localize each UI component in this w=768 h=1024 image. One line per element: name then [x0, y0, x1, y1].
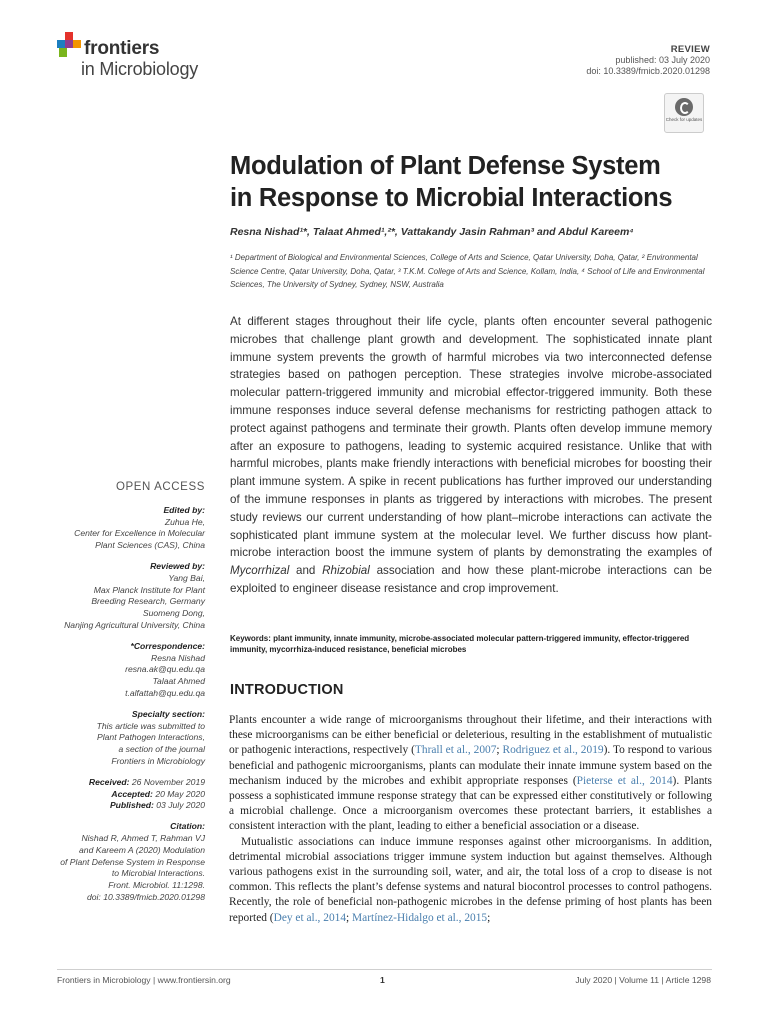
keywords: Keywords: plant immunity, innate immunity, microbe-associated molecular pattern-triggered immunity, effector-triggered immunity, mycorrhiza-induced resistance, beneficial microbes	[230, 634, 690, 654]
citation-link[interactable]: Thrall et al., 2007	[414, 744, 497, 757]
title-line-1: Modulation of Plant Defense System	[230, 152, 661, 180]
citation-link[interactable]: Rodriguez et al., 2019	[502, 744, 604, 757]
open-access-label: OPEN ACCESS	[115, 481, 205, 493]
article-doi[interactable]: doi: 10.3389/fmicb.2020.01298	[586, 66, 710, 76]
introduction-body	[229, 713, 712, 926]
page-number: 1	[380, 975, 385, 985]
abstract: At different stages throughout their life cycle, plants often encounter several pathogenic microbes that challenge plant growth and development. The sophisticated innate plant immune system prevents the growth of harmful microbes via two interconnected defense strategies based on pathogen perception. These strategies involve microbe-associated molecular pattern-triggered immunity and microbial effector-triggered immunity. Both these immune responses induce several defense mechanisms for restricting pathogen attack to protect against pathogens and terminate their growth. Plants often develop immune memory after an exposure to pathogens, leading to systemic acquired resistance. Unlike that with harmful microbes, plants make friendly interactions with beneficial microbes for boosting their plant immune system. A spike in recent publications has further improved our understanding of the immune responses in plants as triggered by interactions with microbes. The present study reviews our current understanding of how plant–microbe interactions can activate the sophisticated plant immune system at the molecular level. We further discuss how plant-microbe interaction boost the immune system of plants by demonstrating the examples of Mycorrhizal and Rhizobial association and how these plant-microbe interactions can be exploited to engineer disease resistance and crop improvement.	[230, 315, 713, 595]
affiliations: ¹ Department of Biological and Environmental Sciences, College of Arts and Science, Qatar University, Doha, Qatar, ² Environmental Science Centre, Qatar University, Doha, Qatar, ³ T.K.M. College of Arts and Science, Kollam, India, ⁴ School of Life and Environmental Sciences, The University of Sydney, Sydney, NSW, Australia	[230, 253, 705, 289]
section-heading-introduction: INTRODUCTION	[230, 682, 344, 698]
dates: Received: 26 November 2019 Accepted: 20 May 2020 Published: 03 July 2020	[88, 776, 205, 811]
article-info-sidebar	[20, 482, 205, 913]
footer-journal-link[interactable]: Frontiers in Microbiology | www.frontiersin.org	[57, 975, 231, 985]
email-link[interactable]: t.alfattah@qu.edu.qa	[125, 687, 205, 698]
citation-link[interactable]: Martínez-Hidalgo et al., 2015	[352, 911, 488, 924]
article-meta	[586, 44, 710, 77]
citation-link[interactable]: Dey et al., 2014	[273, 911, 347, 924]
specialty-section: Specialty section: This article was submitted to Plant Pathogen Interactions, a section of the journal Frontiers in Microbiology	[96, 708, 205, 766]
journal-logo	[57, 32, 227, 84]
published-date: published: 03 July 2020	[615, 55, 710, 65]
frontiers-logo-icon	[57, 32, 81, 62]
author-list: Resna Nishad¹*, Talaat Ahmed¹,²*, Vattakandy Jasin Rahman³ and Abdul Kareem⁴	[230, 226, 634, 238]
check-updates-icon	[675, 98, 693, 116]
logo-brand: frontiers	[84, 38, 160, 59]
logo-journal-name: in Microbiology	[81, 59, 199, 79]
reviewed-by: Reviewed by: Yang Bai, Max Planck Institute for Plant Breeding Research, Germany Suomeng Dong, Nanjing Agricultural University, China	[64, 560, 205, 630]
correspondence: *Correspondence: Resna Nishad resna.ak@qu.edu.qa Talaat Ahmed t.alfattah@qu.edu.qa	[20, 641, 205, 700]
check-updates-button[interactable]	[664, 93, 704, 133]
paragraph-1: Plants encounter a wide range of microorganisms throughout their lifetime, and their interactions with these microorganisms can be either beneficial or deleterious, resulting in the establishment of mutualistic or pathogenic interactions, respectively (Thrall et al., 2007; Rodriguez et al., 2019). To respond to various beneficial and pathogenic microorganisms, plants can modulate their innate immune system based on the mechanism induced by the microbes and exhibit appropriate responses (Pieterse et al., 2014). Plants possess a sophisticated immune response strategy that can be expressed either constitutively or following a microbial challenge. Once a microorganism overcomes these protectant barriers, it establishes a consistent interaction with the plant, leading to either a beneficial association or a disease.	[229, 714, 712, 833]
email-link[interactable]: resna.ak@qu.edu.qa	[125, 664, 205, 675]
check-updates-label: Check for updates	[665, 117, 703, 122]
article-title	[230, 150, 710, 214]
citation: Citation: Nishad R, Ahmed T, Rahman VJ and Kareem A (2020) Modulation of Plant Defense System in Response to Microbial Interactions. Front. Microbiol. 11:1298. doi: 10.3389/fmicb.2020.01298	[60, 821, 205, 902]
edited-by: Edited by: Zuhua He, Center for Excellence in Molecular Plant Sciences (CAS), China	[74, 504, 205, 551]
citation-link[interactable]: Pieterse et al., 2014	[576, 774, 673, 787]
paragraph-2: Mutualistic associations can induce immune responses against other microorganisms. In addition, detrimental microbial associations trigger immune system induction but against themselves. Although various pathogens exist in the surrounding soil, water, and air, the total loss of a crop to disease is not common. This reflects the plant’s defense systems and natural biocontrol processes to control pathogens. Recently, the role of beneficial non-pathogenic microbes in the defense priming of host plants has been reported (Dey et al., 2014; Martínez-Hidalgo et al., 2015;	[229, 835, 712, 924]
footer-issue-info: July 2020 | Volume 11 | Article 1298	[575, 975, 711, 985]
title-line-2: in Response to Microbial Interactions	[230, 184, 673, 212]
article-type: REVIEW	[670, 44, 710, 55]
footer-divider	[57, 969, 712, 970]
